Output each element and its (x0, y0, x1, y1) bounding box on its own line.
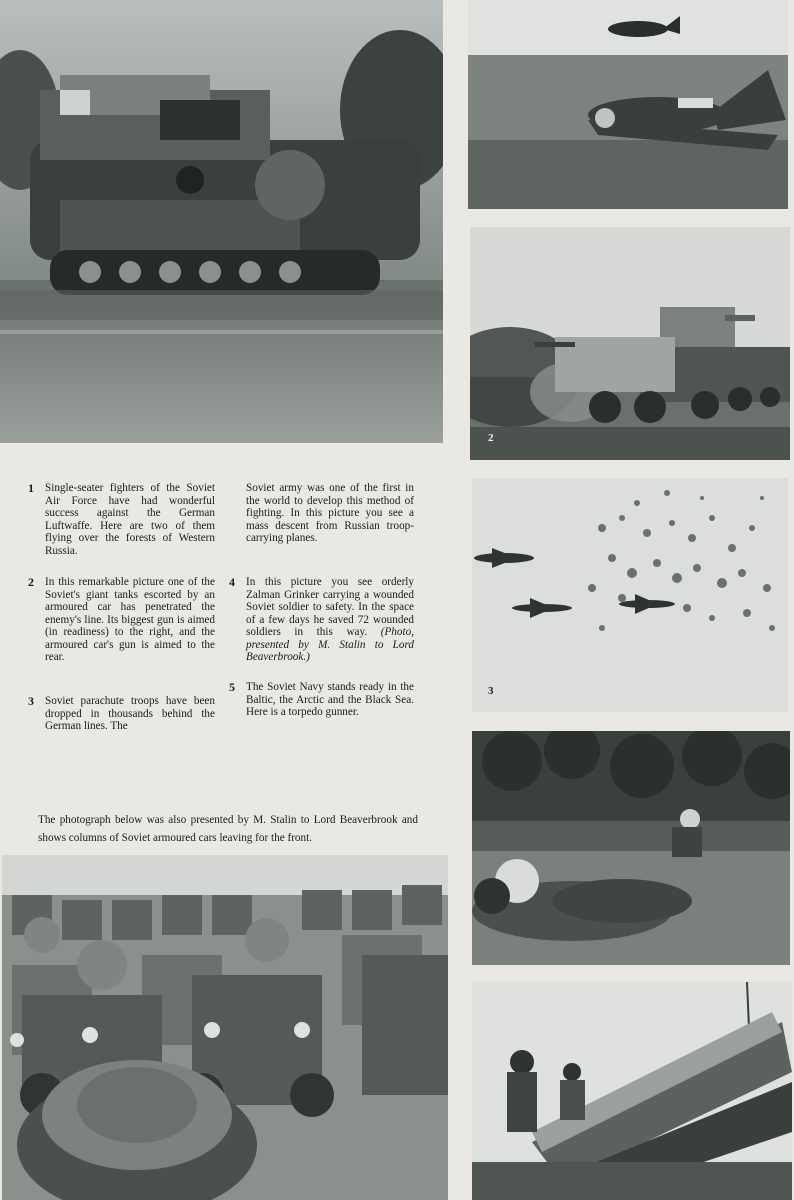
photo-parachutes (472, 478, 788, 712)
caption-text: The Soviet Navy stands ready in the Baltic, the Arctic and the Black Sea. Here is a torpedo gunner. (246, 681, 414, 718)
intro-text: The photograph below was also presented by M. Stalin to Lord Beaverbrook and shows columns of Soviet armoured cars leaving for the front. (38, 814, 418, 844)
caption-text: In this picture you see orderly Zalman Grinker carrying a wounded Soviet soldier to safety. In the space of a few days he saved 72 wounded soldiers in this way. (246, 576, 414, 638)
photo-armoured-columns (2, 855, 448, 1200)
fighters-image (468, 0, 788, 209)
caption-text: Soviet parachute troops have been dropped in thousands behind the German lines. The (45, 695, 215, 732)
photo-armoured-car (470, 227, 790, 460)
armoured-columns-image (2, 855, 448, 1200)
caption-5 (229, 680, 414, 719)
caption-2 (28, 575, 215, 664)
caption-number: 3 (28, 694, 34, 708)
caption-3-continued (246, 482, 414, 545)
torpedo-image (472, 982, 792, 1200)
armoured-car-image (470, 227, 790, 460)
photo-fighters (468, 0, 788, 209)
caption-3 (28, 694, 215, 733)
caption-number: 1 (28, 481, 34, 495)
caption-number: 5 (229, 680, 235, 694)
caption-4 (229, 575, 414, 664)
caption-text: Soviet army was one of the first in the world to develop this method of fighting. In this picture you see a mass descent from Russian troop-carrying planes. (246, 482, 414, 544)
tank-image (0, 0, 443, 443)
caption-number: 2 (28, 575, 34, 589)
orderly-image (472, 731, 790, 965)
caption-text: Single-seater fighters of the Soviet Air Force have had wonderful success against the German Luftwaffe. Here are two of them flying over the forests of Western Russia. (45, 482, 215, 557)
photo-tank (0, 0, 443, 443)
caption-text: In this remarkable picture one of the Soviet's giant tanks escorted by an armoured car has penetrated the enemy's line. Its biggest gun is aimed (in readiness) to the right, and the armoured car's gun is aimed to the rear. (45, 576, 215, 663)
photo-number-2: 2 (488, 432, 494, 444)
photo-orderly (472, 731, 790, 965)
photo-number-3: 3 (488, 685, 494, 697)
photo-torpedo (472, 982, 792, 1200)
caption-number: 4 (229, 575, 235, 589)
parachutes-image (472, 478, 788, 712)
caption-credit: (Photo, presented by M. Stalin to Lord Beaverbrook.) (246, 626, 414, 663)
caption-1 (28, 481, 215, 557)
